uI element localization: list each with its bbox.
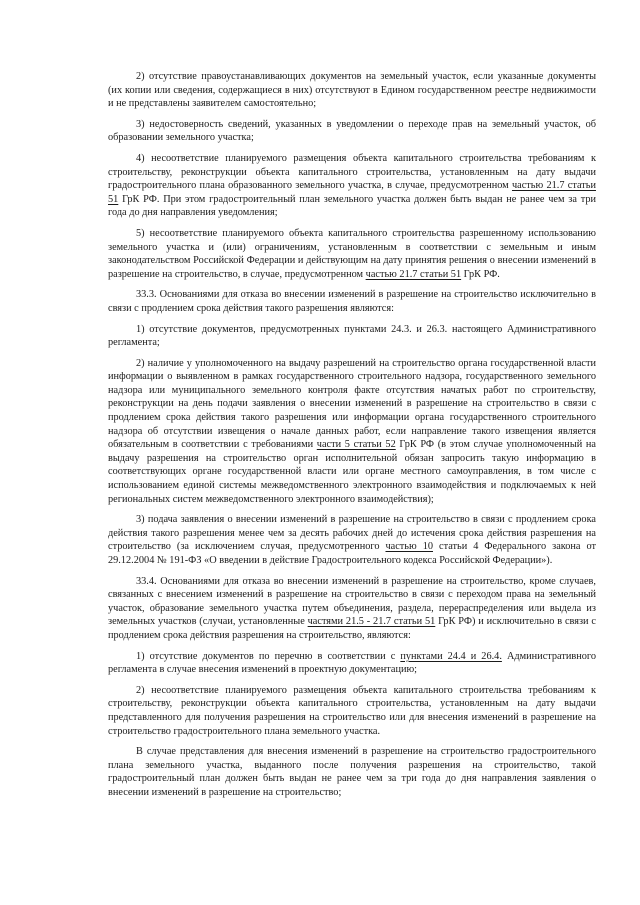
paragraph-33-3-item-1: 1) отсутствие документов, предусмотренных пунктами 24.3. и 26.3. настоящего Административного регламента; <box>108 323 596 349</box>
law-reference-link[interactable]: пунктами 24.4 и 26.4. <box>400 650 502 662</box>
paragraph-item-4 <box>108 152 596 220</box>
paragraph-text: Административного регламента в случае внесения изменений в проектную документацию; <box>108 650 596 676</box>
paragraph-text: 5) несоответствие планируемого объекта капитального строительства разрешенному использованию земельного участка и (или) ограничениям, установленным в соответствии с земельным и иным законодательством Российской Федерации и действующим на дату принятия решения о внесении изменений в разрешение на строительство, в случае, предусмотренном <box>108 227 596 280</box>
paragraph-item-5 <box>108 227 596 281</box>
paragraph-item-3: 3) недостоверность сведений, указанных в уведомлении о переходе прав на земельный участок, об образовании земельного участка; <box>108 118 596 144</box>
paragraph-33-4-item-2: 2) несоответствие планируемого размещения объекта капитального строительства требованиям к строительству, реконструкции объекта капитального строительства, установленным на дату выдачи представленного для получения разрешения на строительство или для внесения изменений в разрешение на строительство градостроительного плана земельного участка. <box>108 684 596 737</box>
law-reference-link[interactable]: части 5 статьи 52 <box>316 439 396 451</box>
paragraph-text: ГрК РФ (в этом случае уполномоченный на выдачу разрешения на строительство орган исполнительной обязан запросить такую информацию в соответствующих органе государственной власти или органе местного самоуправления, в том числе с использованием единой системы межведомственного электронного взаимодействия и подключаемых к ней региональных систем межведомственного электронного взаимодействия); <box>108 439 596 505</box>
paragraph-text: 3) подача заявления о внесении изменений в разрешение на строительство в связи с продлением срока действия такого разрешения менее чем за десять рабочих дней до истечения срока действия разрешения на строительство (за исключением случая, предусмотренного <box>108 514 596 553</box>
section-33-4-heading <box>108 575 596 643</box>
paragraph-33-3-item-3 <box>108 513 596 567</box>
law-reference-link[interactable]: частями 21.5 - 21.7 статьи 51 <box>307 616 436 628</box>
paragraph-33-4-item-1 <box>108 650 596 677</box>
law-reference-link[interactable]: частью 21.7 статьи 51 <box>108 180 596 205</box>
paragraph-text: 4) несоответствие планируемого размещения объекта капитального строительства требованиям к строительству, реконструкции объекта капитального строительства, установленным на дату выдачи градостроительного плана образованного земельного участка, в случае, предусмотренном <box>108 152 596 192</box>
paragraph-text: ГрК РФ) и исключительно в связи с продлением срока действия разрешения на строительство, являются: <box>108 616 596 641</box>
paragraph-item-2: 2) отсутствие правоустанавливающих документов на земельный участок, если указанные документы (их копии или сведения, содержащиеся в них) отсутствуют в Едином государственном реестре недвижимости и не представлены заявителем самостоятельно; <box>108 71 596 110</box>
paragraph-text: 2) наличие у уполномоченного на выдачу разрешений на строительство органа государственной власти информации о выявленном в рамках государственного строительного надзора, государственного земельного надзора или муниципального земельного контроля факте отсутствия начатых работ по строительству, реконструкции на день подачи заявления о внесении изменений в разрешение на строительство в связи с продлением срока действия такого разрешения или информации органа государственного строительного надзора об отсутствии извещения о начале данных работ, если направление такого извещения является обязательным в соответствии с требованиями <box>108 357 596 451</box>
paragraph-text: ГрК РФ. При этом градостроительный план земельного участка должен быть выдан не ранее чем за три года до дня направления уведомления; <box>108 193 596 219</box>
paragraph-text: ГрК РФ. <box>461 268 500 280</box>
paragraph-33-3-item-2 <box>108 357 596 507</box>
law-reference-link[interactable]: частью 10 <box>385 541 433 553</box>
law-reference-link[interactable]: частью 21.7 статьи 51 <box>365 268 462 280</box>
paragraph-text: 1) отсутствие документов по перечню в соответствии с <box>136 650 401 662</box>
paragraph-gpzu-note: В случае представления для внесения изменений в разрешение на строительство градостроительного плана земельного участка, выданного после получения разрешения на строительство, такой градостроительный план должен быть выдан не ранее чем за три года до дня направления заявления о внесении изменений в разрешение на строительство; <box>108 746 596 798</box>
paragraph-text: статьи 4 Федерального закона от 29.12.2004 № 191-ФЗ «О введении в действие Градостроительного кодекса Российской Федерации»). <box>108 541 596 566</box>
section-33-3-heading: 33.3. Основаниями для отказа во внесении изменений в разрешение на строительство исключительно в связи с продлением срока действия такого разрешения являются: <box>108 289 596 314</box>
paragraph-text: 33.4. Основаниями для отказа во внесении изменений в разрешение на строительство, кроме случаев, связанных с внесением изменений в разрешение на строительство в связи с переходом права на земельный участок, образование земельного участка путем объединения, раздела, перераспределения или выдела из земельных участков (случаи, установленные <box>108 575 596 628</box>
